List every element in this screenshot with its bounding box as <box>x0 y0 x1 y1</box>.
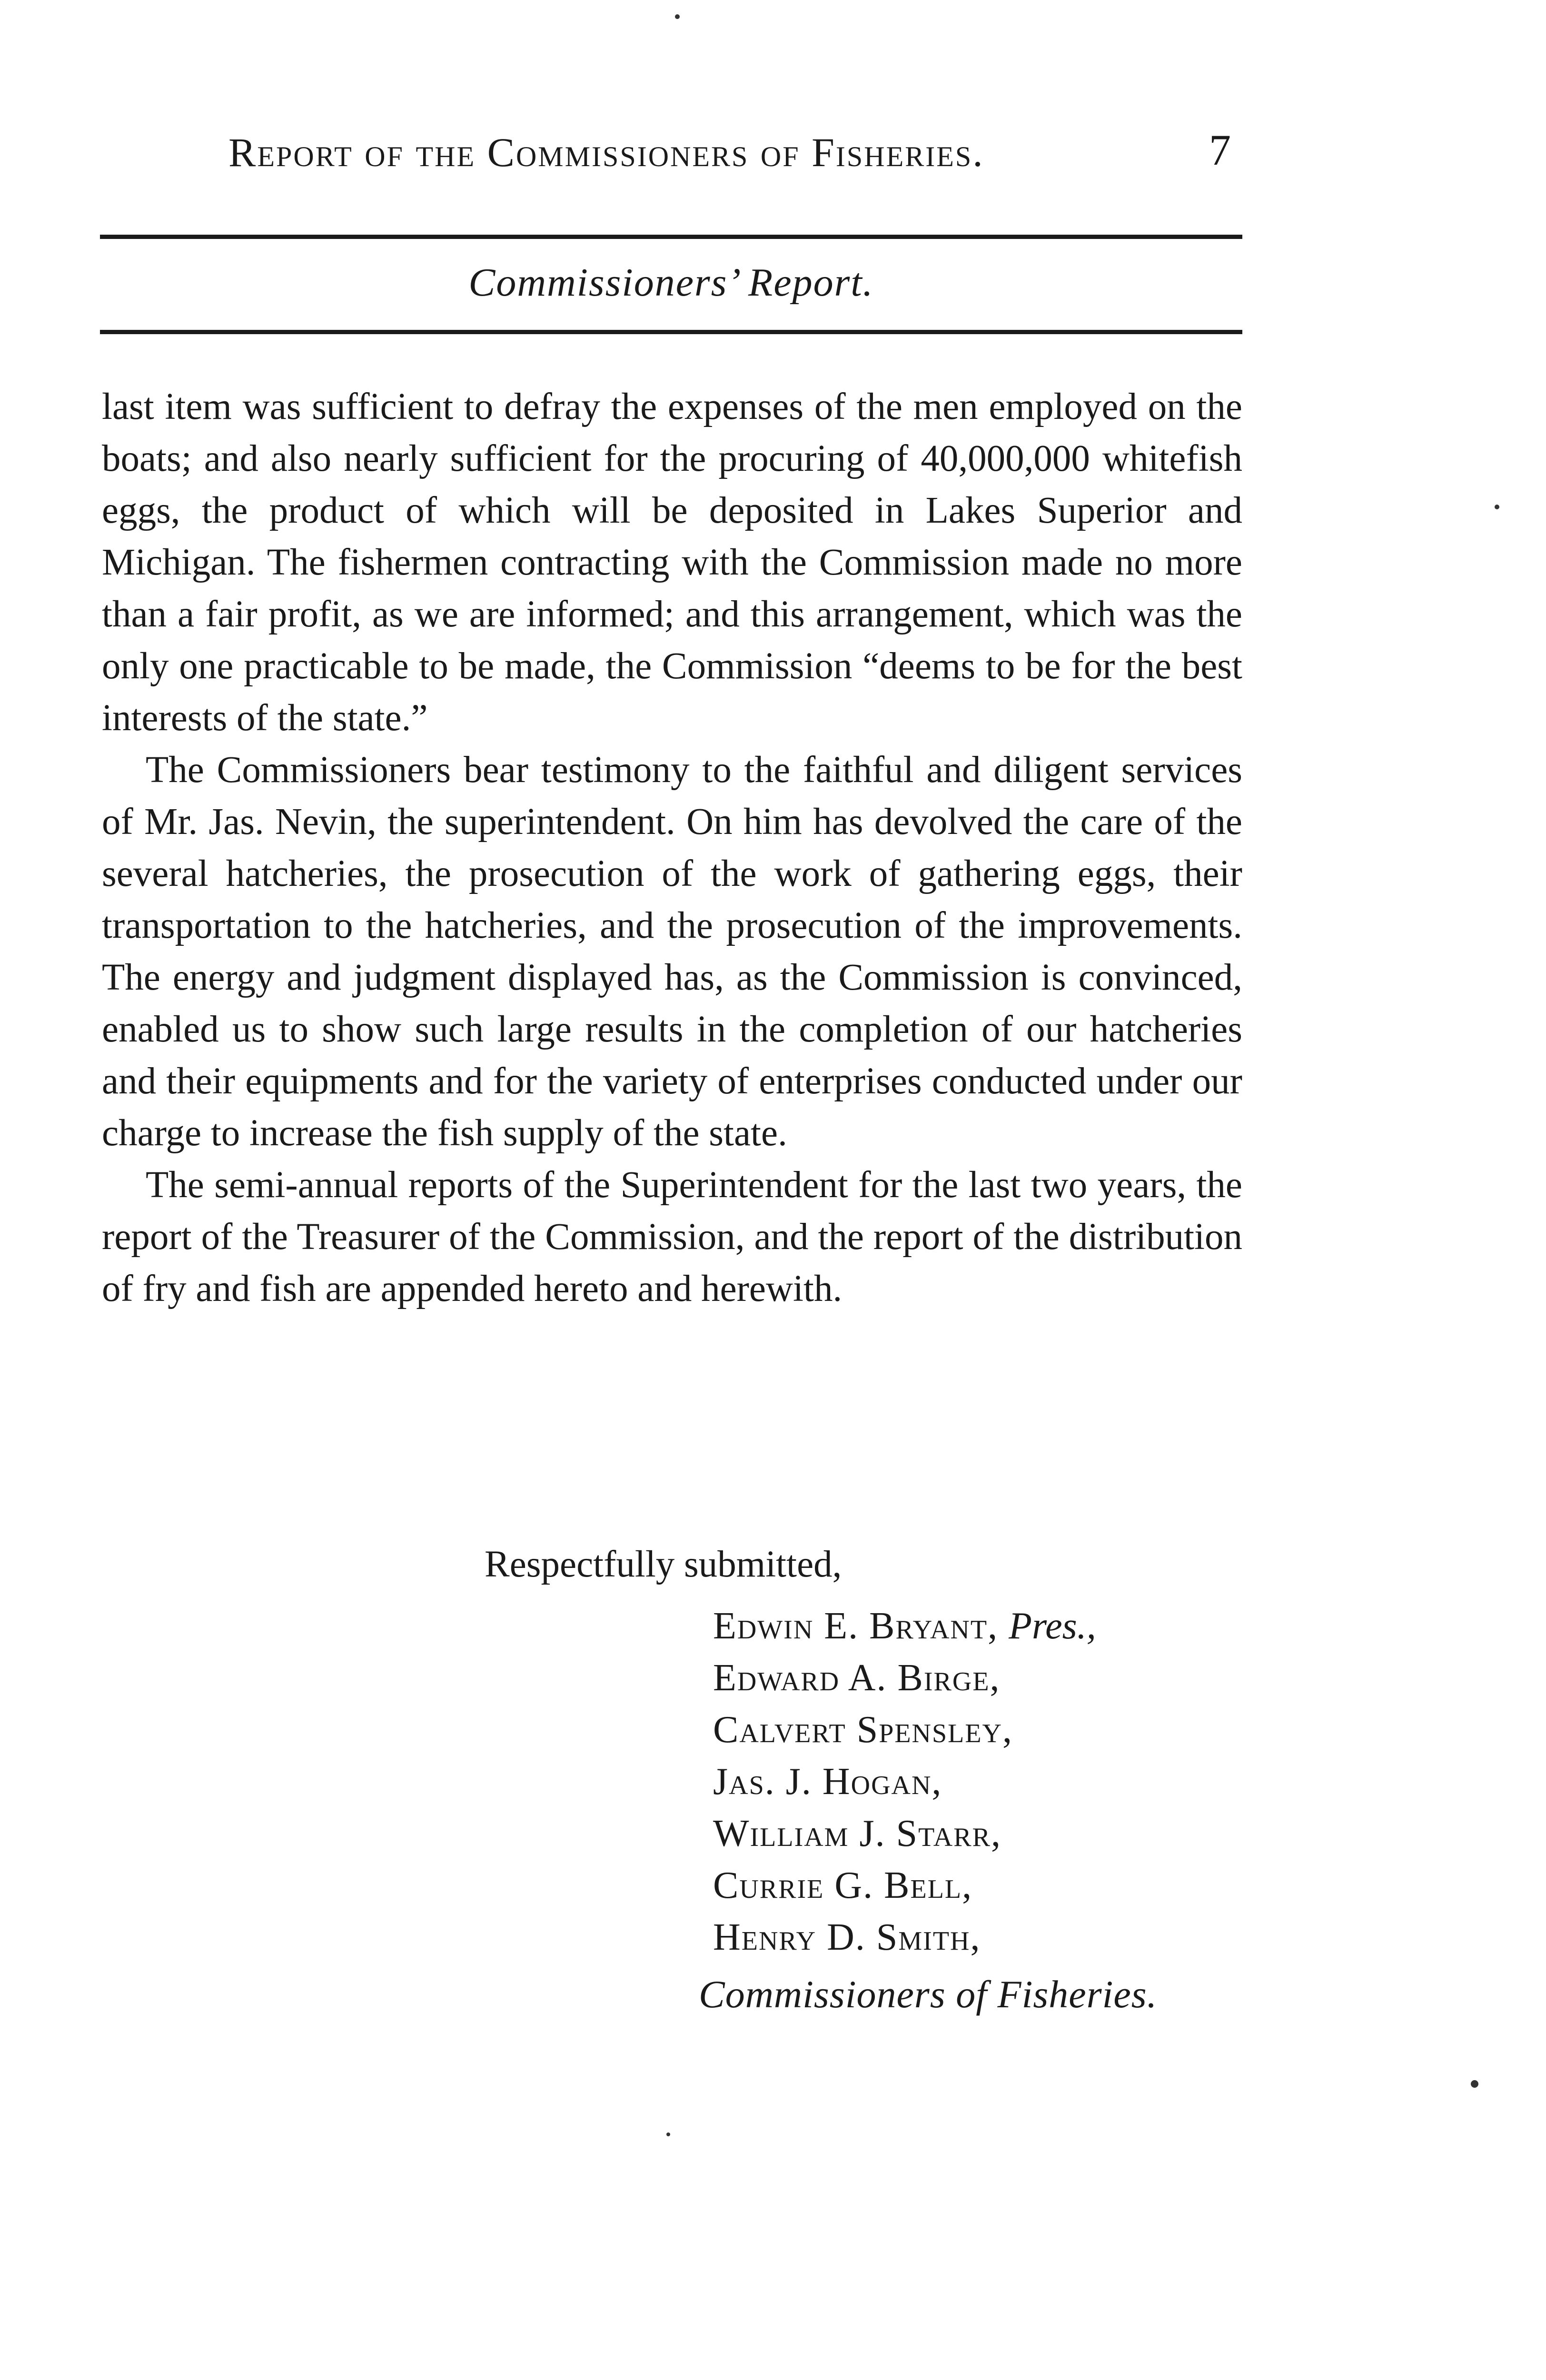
print-speck <box>675 14 680 19</box>
section-title: Commissioners’ Report. <box>468 260 874 305</box>
print-speck <box>666 2132 670 2136</box>
header-rule-top <box>100 235 1242 239</box>
signatory-name: Currie G. Bell, <box>713 1864 973 1906</box>
signatory-name: Calvert Spensley, <box>713 1709 1013 1751</box>
signatory <box>713 1912 1096 1964</box>
signatory <box>713 1600 1096 1652</box>
paragraph-superintendent: The Commissioners bear testimony to the faithful and diligent services of Mr. Jas. Nevin, the superintendent. On him has devolved the care of the several hatcheries, the prosecution of the work of gathering eggs, their transportation to the hatcheries, and the prosecution of the improvements. The energy and judgment displayed has, as the Commission is convinced, enabled us to show such large results in the completion of our hatcheries and their equipments and for the variety of enterprises conducted under our charge to increase the fish supply of the state. <box>102 749 1242 1154</box>
page-number: 7 <box>1209 126 1231 174</box>
signatory-name: Jas. J. Hogan, <box>713 1761 942 1803</box>
signatory <box>713 1808 1096 1860</box>
signatory-name: Edward A. Birge, <box>713 1657 1001 1699</box>
signatory <box>713 1860 1096 1912</box>
signatory-name: William J. Starr, <box>713 1813 1001 1854</box>
print-speck <box>1471 2080 1478 2088</box>
body-text <box>102 381 1242 1315</box>
signatory-title: Pres., <box>1009 1605 1096 1647</box>
signatory <box>713 1756 1096 1808</box>
signature-line: Commissioners of Fisheries. <box>699 1973 1158 2016</box>
header-rule-bottom <box>100 330 1242 334</box>
print-speck <box>1495 505 1499 509</box>
signatory <box>713 1652 1096 1704</box>
signatory <box>713 1704 1096 1756</box>
paragraph-appended-reports: The semi-annual reports of the Superintendent for the last two years, the report of the Treasurer of the Commission, and the report of the distribution of fry and fish are appended hereto and herewith. <box>102 1164 1242 1309</box>
paragraph-continuation: last item was sufficient to defray the expenses of the men employed on the boats; and also nearly sufficient for the procuring of 40,000,000 whitefish eggs, the product of which will be deposited in Lakes Superior and Michigan. The fishermen contracting with the Commission made no more than a fair profit, as we are informed; and this arrangement, which was the only one practicable to be made, the Commission “deems to be for the best interests of the state.” <box>102 386 1242 739</box>
signatory-name: Henry D. Smith, <box>713 1916 981 1958</box>
signatory-name: Edwin E. Bryant, <box>713 1605 999 1647</box>
running-title: Report of the Commissioners of Fisheries. <box>228 129 984 175</box>
closing-salutation: Respectfully submitted, <box>485 1544 842 1585</box>
signatory-list <box>713 1600 1096 1964</box>
